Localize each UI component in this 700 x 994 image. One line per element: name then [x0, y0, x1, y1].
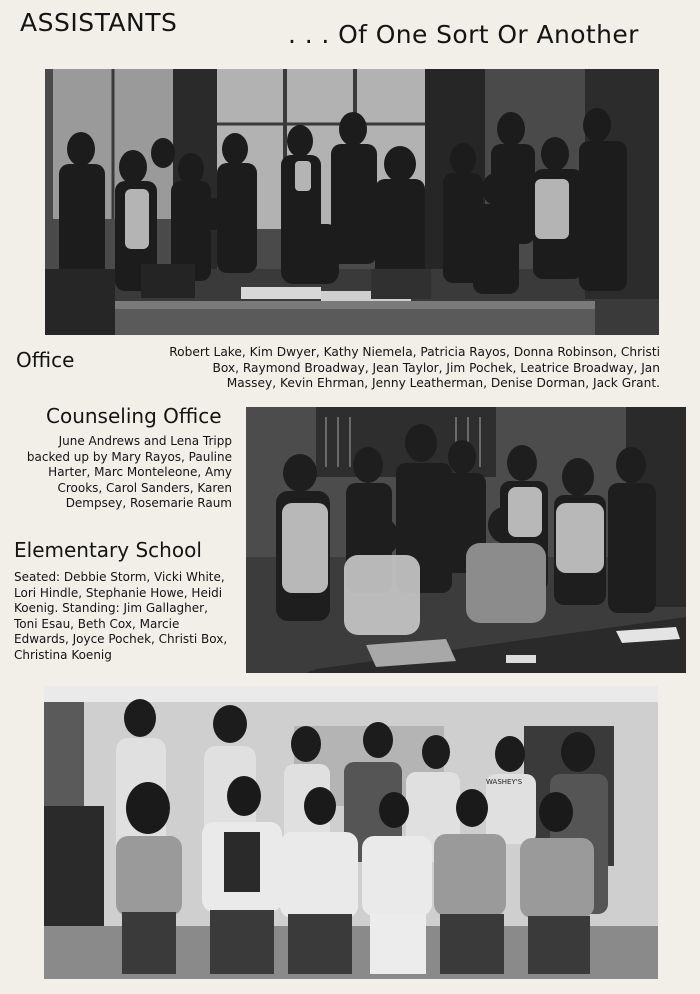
sweatshirt-text: WASHEY'S	[486, 778, 523, 786]
page-heading: ASSISTANTS	[20, 8, 178, 37]
office-caption: Robert Lake, Kim Dwyer, Kathy Niemela, Patricia Rayos, Donna Robinson, Christi Box, Raymond Broadway, Jean Taylor, Jim Pochek, Leatrice Broadway, Jan Massey, Kevin Ehrman, Jenny Leatherman, Denise Dorman, Jack Grant.	[169, 345, 660, 390]
elementary-caption: Seated: Debbie Storm, Vicki White, Lori Hindle, Stephanie Howe, Heidi Koenig. Standing: Jim Gallagher, Toni Esau, Beth Cox, Marcie Edwards, Joyce Pochek, Christi Box, Christina Koenig	[14, 570, 228, 662]
counseling-caption: June Andrews and Lena Tripp backed up by Mary Rayos, Pauline Harter, Marc Monteleone, Amy Crooks, Carol Sanders, Karen Dempsey, Rosemarie Raum	[26, 434, 232, 511]
office-heading: Office	[16, 348, 75, 372]
elementary-photo	[44, 686, 658, 979]
elementary-heading: Elementary School	[14, 538, 202, 562]
counseling-photo	[246, 407, 686, 673]
office-photo	[45, 69, 659, 335]
page-subheading: . . . Of One Sort Or Another	[288, 20, 639, 49]
counseling-heading: Counseling Office	[46, 404, 222, 428]
